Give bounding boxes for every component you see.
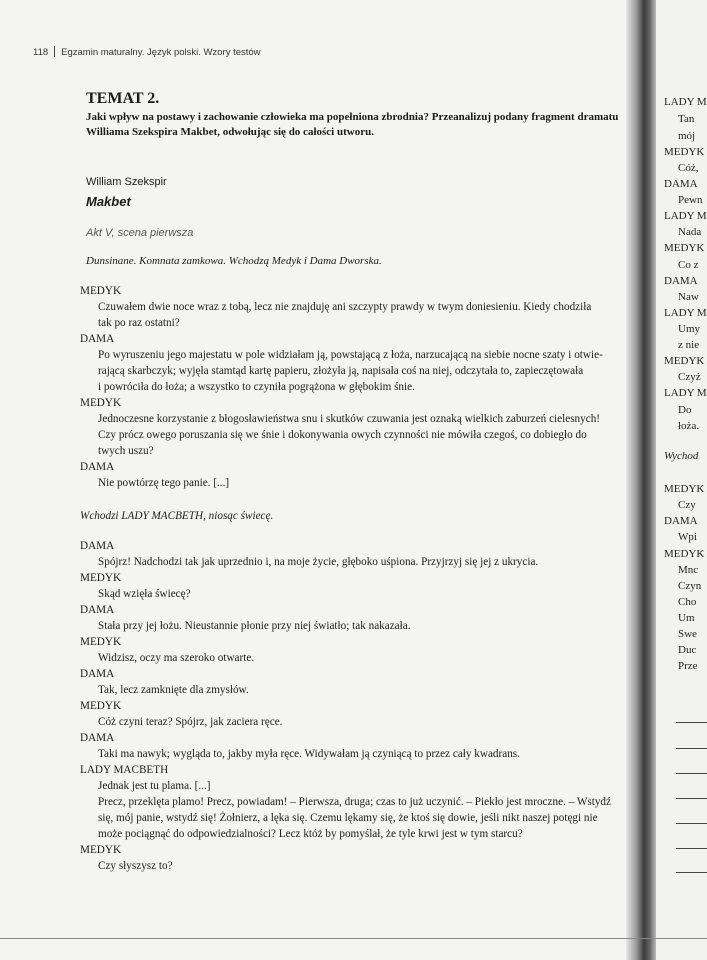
stage-direction-2-wrap [80, 508, 628, 524]
running-title: Egzamin maturalny. Język polski. Wzory testów [61, 47, 261, 58]
adjacent-line: Wpi [678, 531, 697, 543]
answer-line [676, 848, 707, 849]
adjacent-line: MEDYK [664, 146, 705, 158]
answer-line [676, 748, 707, 749]
running-header [33, 46, 261, 58]
adjacent-line: DAMA [664, 275, 698, 287]
adjacent-line: łoża. [678, 420, 700, 432]
adjacent-line: Umy [678, 323, 700, 335]
speech-line: tak po raz ostatni? [98, 317, 180, 329]
speech-line: Czy słyszysz to? [98, 860, 173, 872]
answer-line [676, 798, 707, 799]
answer-line [676, 823, 707, 824]
adjacent-line: Czyż [678, 371, 701, 383]
speaker-name: DAMA [80, 668, 115, 680]
adjacent-line: Czy [678, 499, 696, 511]
speech-line: Po wyruszeniu jego majestatu w pole widziałam ją, powstającą z łoża, narzucającą na siebie nocne szaty i otwie- [98, 349, 603, 361]
topic-heading: TEMAT 2. [86, 90, 160, 107]
speech-line: Widzisz, oczy ma szeroko otwarte. [98, 652, 255, 664]
adjacent-line: Cóż, [678, 162, 699, 174]
adjacent-line: Pewn [678, 194, 703, 206]
speech-line: Cóż czyni teraz? Spójrz, jak zaciera ręce. [98, 716, 283, 728]
speech-line: może pociągnąć do odpowiedzialności? Lecz któż by pomyślał, że tyle krwi jest w tym starcu? [98, 828, 523, 840]
dialogue-part-2 [80, 538, 628, 874]
stage-direction-entrance: Wchodzi LADY MACBETH, niosąc świecę. [80, 510, 274, 522]
speaker-name: LADY MACBETH [80, 764, 169, 776]
act-scene: Akt V, scena pierwsza [86, 227, 194, 239]
adjacent-line: mój [678, 130, 696, 142]
adjacent-line: MEDYK [664, 483, 705, 495]
answer-line [676, 773, 707, 774]
adjacent-line: Duc [678, 644, 697, 656]
adjacent-line: Tan [678, 113, 695, 125]
speaker-name: DAMA [80, 604, 115, 616]
speech-line: Nie powtórzę tego panie. [...] [98, 477, 230, 489]
dialogue-part-1 [80, 283, 628, 491]
speaker-name: MEDYK [80, 844, 122, 856]
adjacent-line: Nada [678, 226, 702, 238]
adjacent-line: LADY M [664, 210, 707, 222]
speech-line: Tak, lecz zamknięte dla zmysłów. [98, 684, 249, 696]
speaker-name: DAMA [80, 732, 115, 744]
adjacent-line: Swe [678, 628, 697, 640]
speaker-name: MEDYK [80, 285, 122, 297]
bottom-rule [0, 938, 707, 939]
speech-line: Jednoczesne korzystanie z błogosławieństwa snu i skutków czuwania jest oznaką wielkich zaburzeń cielesnych! [98, 413, 601, 425]
adjacent-line: LADY M [664, 307, 707, 319]
adjacent-line: MEDYK [664, 548, 705, 560]
adjacent-line: DAMA [664, 515, 698, 527]
speech-line: Skąd wzięła świecę? [98, 588, 191, 600]
task-prompt: Jaki wpływ na postawy i zachowanie człowieka ma popełniona zbrodnia? Przeanalizuj podany fragment dramatu Williama Szekspira Makbet, odwołując się do całości utworu. [86, 111, 619, 138]
speaker-name: MEDYK [80, 700, 122, 712]
adjacent-line: Naw [678, 291, 699, 303]
adjacent-line: Do [678, 404, 692, 416]
speech-line: Precz, przeklęta plamo! Precz, powiadam! – Pierwsza, druga; czas to już uczynić. – Piekło jest mroczne. – Wstydź [98, 796, 611, 808]
work-title: Makbet [86, 194, 131, 209]
speaker-name: DAMA [80, 333, 115, 345]
adjacent-line: LADY M [664, 387, 707, 399]
adjacent-line: DAMA [664, 178, 698, 190]
speech-line: się, mój panie, wstydź się! Żołnierz, a lęka się. Czemu lękamy się, że ktoś się dowie, jeśli nikt naszej potęgi nie [98, 812, 598, 824]
adjacent-line: MEDYK [664, 355, 705, 367]
adjacent-line: Czyn [678, 580, 702, 592]
adjacent-line: z nie [678, 339, 700, 351]
stage-direction: Dunsinane. Komnata zamkowa. Wchodzą Medyk i Dama Dworska. [86, 255, 382, 267]
main-content [86, 90, 626, 267]
adjacent-line: Prze [678, 660, 698, 672]
answer-line [676, 722, 707, 723]
adjacent-line: Mnc [678, 564, 699, 576]
adjacent-line: LADY M [664, 96, 707, 108]
speaker-name: DAMA [80, 461, 115, 473]
speaker-name: MEDYK [80, 636, 122, 648]
adjacent-line: Cho [678, 596, 697, 608]
page-fold-shadow [626, 0, 656, 960]
speech-line: Taki ma nawyk; wygląda to, jakby myła ręce. Widywałam ją czyniącą to przez cały kwadrans. [98, 748, 520, 760]
speech-line: i powróciła do łoża; a wszystko to czyniła pogrążona w głębokim śnie. [98, 381, 415, 393]
speech-line: rającą skarbczyk; wyjęła stamtąd kartę papieru, złożyła ją, napisała coś na niej, odczytała to, zapieczętowała [98, 365, 584, 377]
author-name: William Szekspir [86, 176, 167, 188]
adjacent-page-fragment [656, 0, 707, 960]
adjacent-line: Um [678, 612, 695, 624]
speech-line: Czy prócz owego poruszania się we śnie i dokonywania owych czynności nie mówiła czegoś, co dobiegło do [98, 429, 587, 441]
page-number: 118 [33, 47, 49, 58]
speech-line: Spójrz! Nadchodzi tak jak uprzednio i, na moje życie, głęboko uśpiona. Przyjrzyj się jej z ukrycia. [98, 556, 539, 568]
answer-line [676, 872, 707, 873]
adjacent-line: Co z [678, 259, 699, 271]
speaker-name: MEDYK [80, 572, 122, 584]
speaker-name: MEDYK [80, 397, 122, 409]
speech-line: twych uszu? [98, 445, 154, 457]
adjacent-line: MEDYK [664, 242, 705, 254]
adjacent-line: Wychod [664, 450, 699, 462]
speech-line: Jednak jest tu plama. [...] [98, 780, 211, 792]
header-divider [54, 46, 55, 57]
speech-line: Stała przy jej łożu. Nieustannie płonie przy niej światło; tak nakazała. [98, 620, 411, 632]
speech-line: Czuwałem dwie noce wraz z tobą, lecz nie znajduję ani szczypty prawdy w twym doniesieniu. Kiedy chodziła [98, 301, 592, 313]
speaker-name: DAMA [80, 540, 115, 552]
